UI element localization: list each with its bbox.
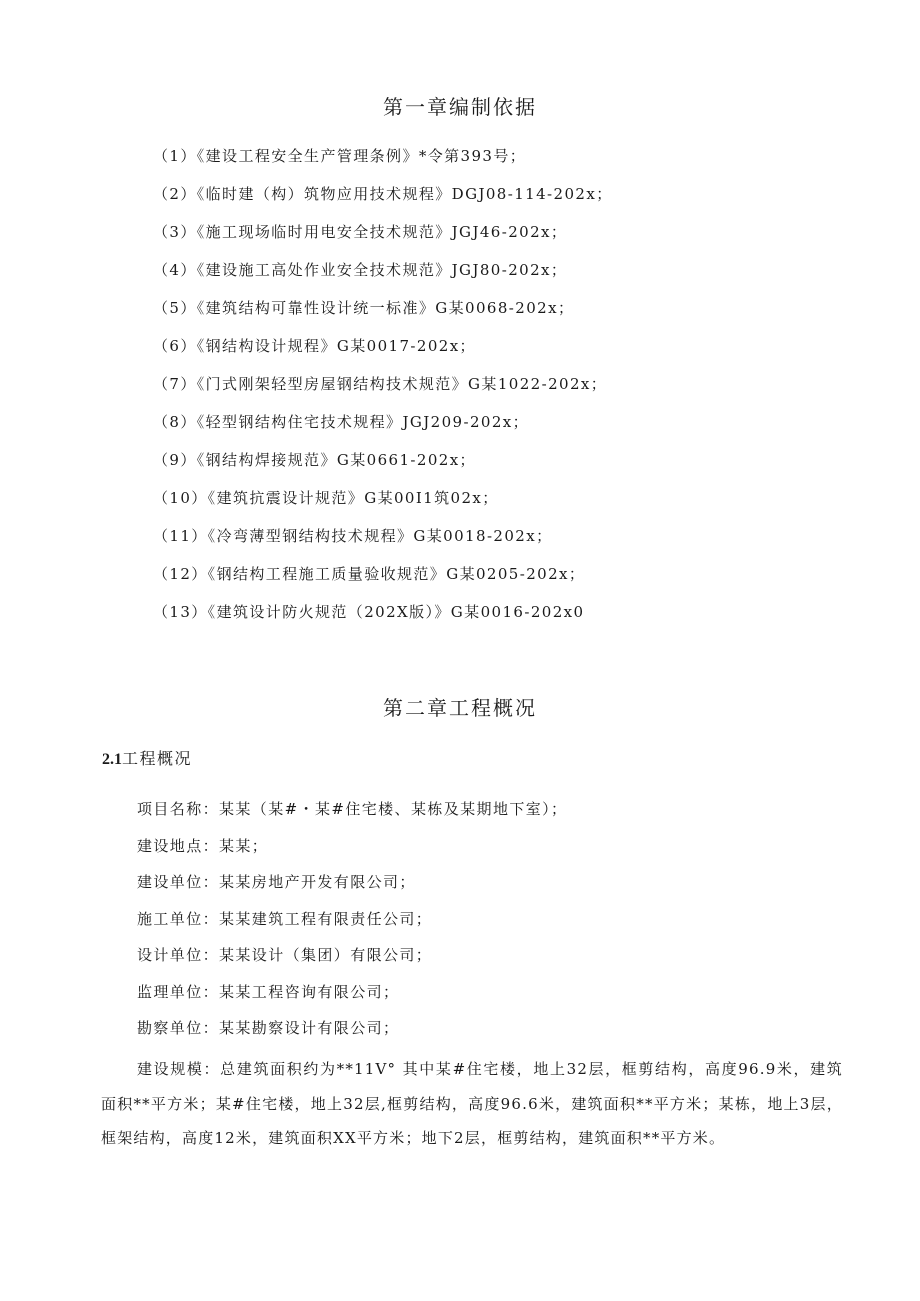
reference-item: （6）《钢结构设计规程》G某0017-202x； — [153, 337, 476, 355]
reference-item: （4）《建设施工高处作业安全技术规范》JGJ80-202x； — [153, 261, 568, 279]
reference-item: （1）《建设工程安全生产管理条例》*令第393号； — [153, 147, 527, 165]
reference-item: （2）《临时建（构）筑物应用技术规程》DGJ08-114-202x； — [153, 185, 613, 203]
reference-list — [153, 146, 613, 640]
info-item-location: 建设地点：某某； — [137, 836, 269, 855]
section-heading — [102, 746, 192, 769]
info-item-surveyor: 勘察单位：某某勘察设计有限公司； — [137, 1019, 400, 1037]
section-number: 2.1 — [102, 751, 122, 768]
info-item-contractor: 施工单位：某某建筑工程有限责任公司； — [137, 909, 433, 928]
construction-scale-paragraph: 建设规模：总建筑面积约为**11V° 其中某#住宅楼，地上32层，框剪结构，高度96.9米，建筑面积**平方米；某#住宅楼，地上32层,框剪结构，高度96.6米，建筑面积**平方米；某栋，地上3层，框架结构，高度12米，建筑面积XX平方米；地下2层，框剪结构，建筑面积**平方米。 — [101, 1060, 843, 1147]
project-info-list — [137, 799, 567, 1055]
reference-item: （3）《施工现场临时用电安全技术规范》JGJ46-202x； — [153, 223, 568, 241]
info-item-supervisor: 监理单位：某某工程咨询有限公司； — [137, 982, 400, 1001]
info-item-owner: 建设单位：某某房地产开发有限公司； — [137, 873, 416, 891]
reference-item: （5）《建筑结构可靠性设计统一标准》G某0068-202x； — [153, 299, 575, 317]
reference-item: （10）《建筑抗震设计规范》G某00I1筑02x； — [153, 489, 499, 507]
reference-item: （9）《钢结构焊接规范》G某0661-202x； — [153, 451, 476, 469]
reference-item: （13）《建筑设计防火规范（202X版）》G某0016-202x0 — [153, 603, 585, 621]
info-item-project-name: 项目名称：某某（某#・某#住宅楼、某栋及某期地下室）； — [137, 800, 568, 818]
info-item-designer: 设计单位：某某设计（集团）有限公司； — [137, 946, 433, 964]
chapter-2-title: 第二章工程概况 — [383, 696, 537, 720]
chapter-1-title: 第一章编制依据 — [383, 95, 537, 119]
section-title-text: 工程概况 — [122, 749, 193, 768]
reference-item: （11）《冷弯薄型钢结构技术规程》G某0018-202x； — [153, 527, 553, 545]
reference-item: （7）《门式刚架轻型房屋钢结构技术规范》G某1022-202x； — [153, 375, 608, 393]
reference-item: （8）《轻型钢结构住宅技术规程》JGJ209-202x； — [153, 413, 530, 431]
reference-item: （12）《钢结构工程施工质量验收规范》G某0205-202x； — [153, 565, 586, 583]
